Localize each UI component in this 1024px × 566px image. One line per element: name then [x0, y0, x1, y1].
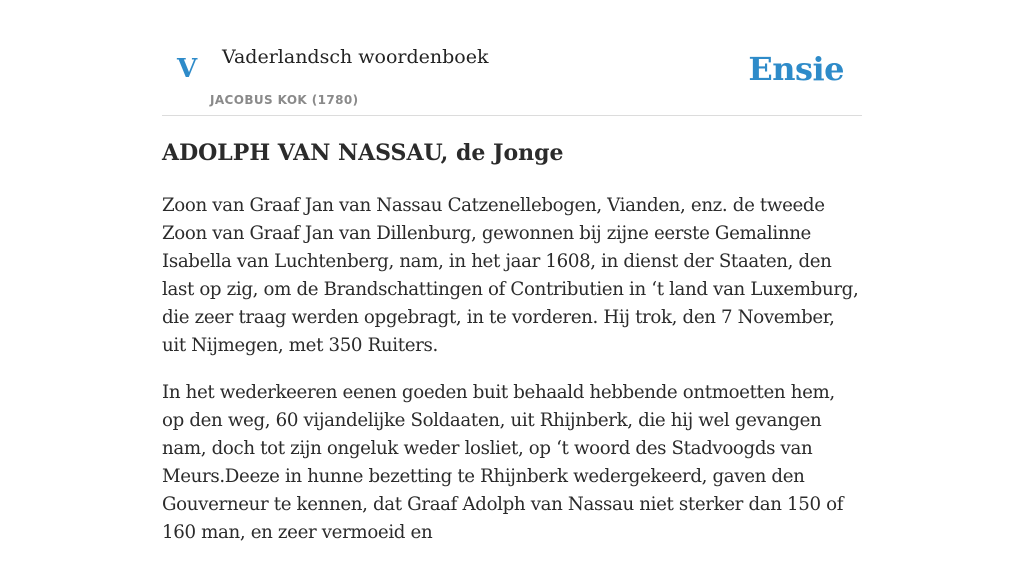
ensie-logo[interactable]: Ensie: [748, 50, 844, 88]
entry-paragraph: In het wederkeeren eenen goeden buit behaald hebbende ontmoetten hem, op den weg, 60 vijandelijke Soldaaten, uit Rhijnberk, die hij wel gevangen nam, doch tot zijn ongeluk weder losliet, op ‘t woord des Stadvoogds van Meurs.Deeze in hunne bezetting te Rhijnberk wedergekeerd, gaven den Gouverneur te kennen, dat Graaf Adolph van Nassau niet sterker dan 150 of 160 man, en zeer vermoeid en: [162, 382, 844, 543]
entry-paragraph: Zoon van Graaf Jan van Nassau Catzenellebogen, Vianden, enz. de tweede Zoon van Graaf Jan van Dillenburg, gewonnen bij zijne eerste Gemalinne Isabella van Luchtenberg, nam, in het jaar 1608, in dienst der Staaten, den last op zig, om de Brandschattingen of Contributien in ‘t land van Luxemburg, die zeer traag werden opgebragt, in te vorderen. Hij trok, den 7 November, uit Nijmegen, met 350 Ruiters.: [162, 195, 859, 356]
book-header: [162, 0, 862, 116]
entry-body: [162, 192, 862, 566]
book-title-link[interactable]: Vaderlandsch woordenboek: [222, 46, 489, 68]
entry-title: ADOLPH VAN NASSAU, de Jonge: [162, 140, 564, 166]
book-author: JACOBUS KOK (1780): [210, 93, 359, 107]
book-letter-badge[interactable]: V: [177, 54, 198, 84]
